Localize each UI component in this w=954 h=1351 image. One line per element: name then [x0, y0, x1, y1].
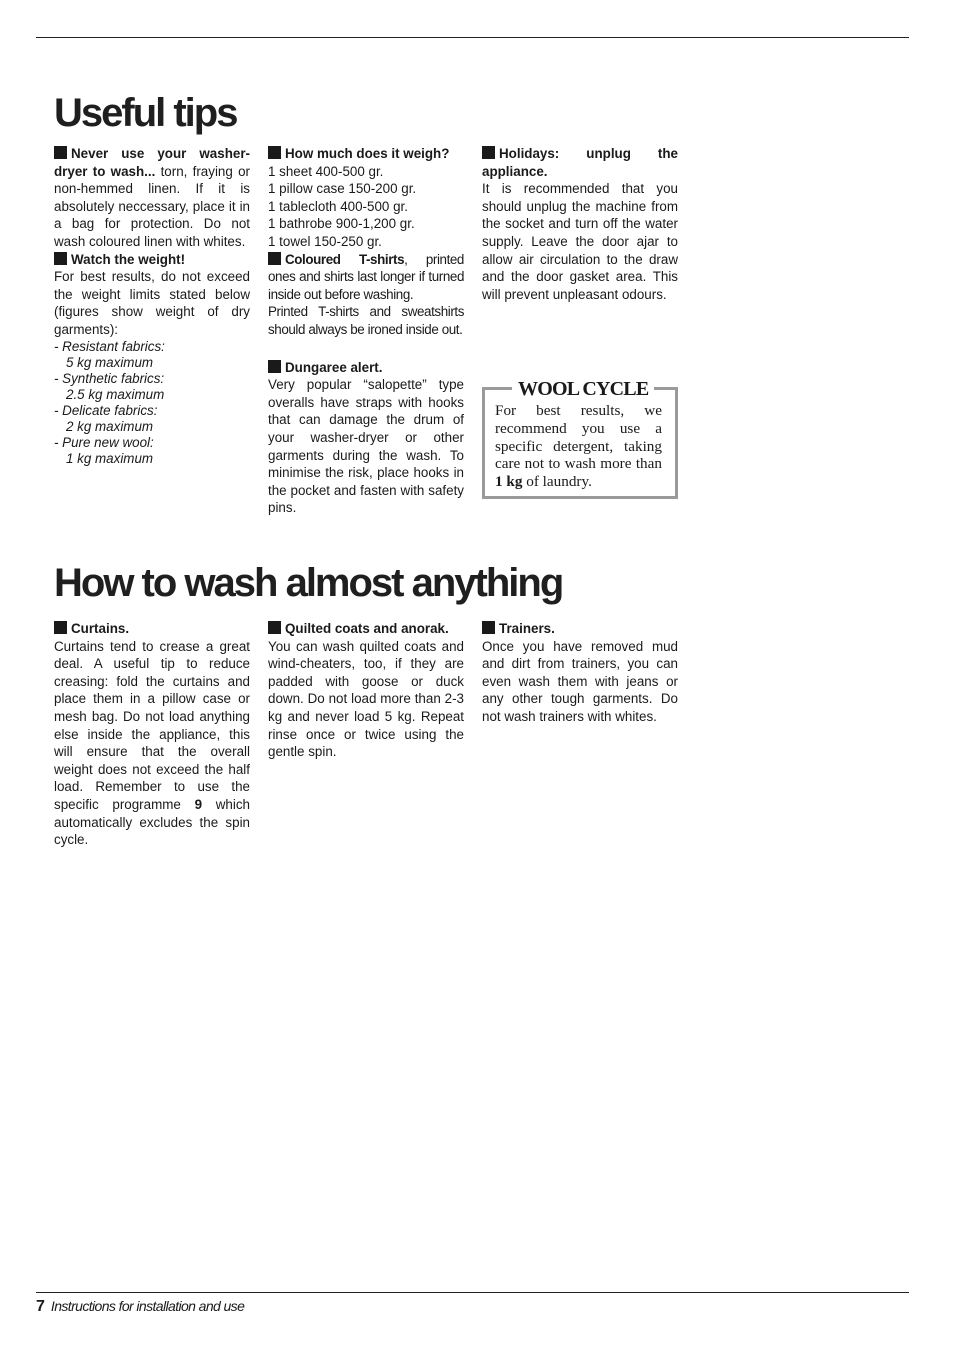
tip-heading: How much does it weigh?	[285, 146, 450, 161]
bullet-square-icon	[268, 146, 281, 159]
how-to-wash-title: How to wash almost anything	[54, 561, 563, 605]
tip-text: which automatically excludes the spin cycle.	[54, 796, 250, 848]
wool-cycle-title: WOOL CYCLE	[512, 378, 654, 400]
weight-item: 1 tablecloth 400-500 gr.	[268, 198, 408, 214]
bullet-square-icon	[54, 252, 67, 265]
tip-text: torn, fraying or non-hemmed linen. If it is absolutely neccessary, place it in a bag for protection. Do not wash coloured linen with whites.	[54, 163, 250, 249]
list-item: - Pure new wool: 1 kg maximum	[54, 434, 154, 466]
list-item: - Synthetic fabrics: 2.5 kg maximum	[54, 370, 165, 402]
bullet-square-icon	[268, 252, 281, 265]
weight-item: 1 pillow case 150-200 gr.	[268, 181, 417, 197]
bottom-rule	[36, 1292, 909, 1293]
tip-text: For best results, do not exceed the weight limits stated below (figures show weight of dry garments):	[54, 269, 250, 337]
weight-item: 1 bathrobe 900-1,200 gr.	[268, 216, 415, 232]
list-item: - Delicate fabrics: 2 kg maximum	[54, 402, 158, 434]
bullet-square-icon	[482, 621, 495, 634]
tips-column-2	[268, 145, 464, 517]
tip-text: Very popular “salopette” type overalls have straps with hooks that can damage the drum of your washer-dryer or other garments during the wash. To minimise the risk, place hooks in the pocket and fasten with safety pins.	[268, 377, 464, 516]
wash-column-2	[268, 620, 464, 761]
tip-trainers	[482, 620, 678, 726]
tip-quilted-coats	[268, 620, 464, 761]
tip-text: It is recommended that you should unplug the machine from the socket and turn off the water supply. Leave the door ajar to allow air circulation to the draw and the door gasket area. This will prevent unpleasant odours.	[482, 181, 678, 302]
wash-column-3	[482, 620, 678, 726]
tip-text: Curtains tend to crease a great deal. A useful tip to reduce creasing: fold the curtains and place them in a pillow case or mesh bag. Do not load anything else inside the appliance, this will ensure that the overall weight does not exceed the half load. Remember to use the specific programme	[54, 638, 250, 812]
weight-item: 1 sheet 400-500 gr.	[268, 163, 384, 179]
top-rule	[36, 37, 909, 38]
bullet-square-icon	[54, 621, 67, 634]
tip-heading: Coloured T-shirts	[285, 251, 405, 267]
bullet-square-icon	[268, 360, 281, 373]
tip-curtains	[54, 620, 250, 849]
weight-item: 1 towel 150-250 gr.	[268, 233, 382, 249]
tip-heading: Curtains.	[71, 621, 130, 636]
bullet-square-icon	[54, 146, 67, 159]
tip-dungaree-alert	[268, 359, 464, 517]
tip-heading: Trainers.	[499, 621, 555, 636]
tip-text: You can wash quilted coats and wind-cheaters, too, if they are padded with goose or duck down. Do not load more than 2-3 kg and never load 5 kg. Repeat rinse once or twice using the gentle spin.	[268, 638, 464, 760]
tip-heading: Watch the weight!	[71, 251, 186, 267]
wool-cycle-text: For best results, we recommend you use a specific detergent, taking care not to wash more than 1 kg of laundry.	[495, 402, 662, 491]
bullet-square-icon	[268, 621, 281, 634]
tip-heading: Quilted coats and anorak.	[285, 621, 449, 636]
tip-text: Printed T-shirts and sweatshirts should always be ironed inside out.	[268, 304, 464, 337]
tip-coloured-tshirts	[268, 251, 464, 339]
page-footer	[36, 1298, 244, 1316]
tip-holidays	[482, 145, 678, 303]
bullet-square-icon	[482, 146, 495, 159]
page-number: 7	[36, 1298, 45, 1315]
tip-heading: Holidays: unplug the appliance.	[482, 146, 678, 179]
tip-text: , printed ones and shirts last longer if turned inside out before washing.	[268, 251, 464, 302]
tip-watch-weight	[54, 251, 250, 339]
tip-never-wash	[54, 145, 250, 251]
useful-tips-title: Useful tips	[54, 91, 237, 135]
tip-how-much-weigh	[268, 145, 464, 251]
wool-cycle-box	[482, 378, 678, 499]
weight-limits-list	[54, 339, 250, 467]
wash-column-1	[54, 620, 250, 849]
tip-heading: Dungaree alert.	[285, 359, 383, 375]
tips-column-3	[482, 145, 678, 303]
tips-column-1	[54, 145, 250, 467]
tip-heading: Never use your washer-dryer to wash...	[54, 146, 250, 179]
list-item: - Resistant fabrics: 5 kg maximum	[54, 338, 165, 370]
programme-number: 9	[194, 796, 203, 812]
tip-text: Once you have removed mud and dirt from trainers, you can even wash them with jeans or any other tough garments. Do not wash trainers with whites.	[482, 638, 678, 724]
footer-text: Instructions for installation and use	[50, 1298, 245, 1314]
